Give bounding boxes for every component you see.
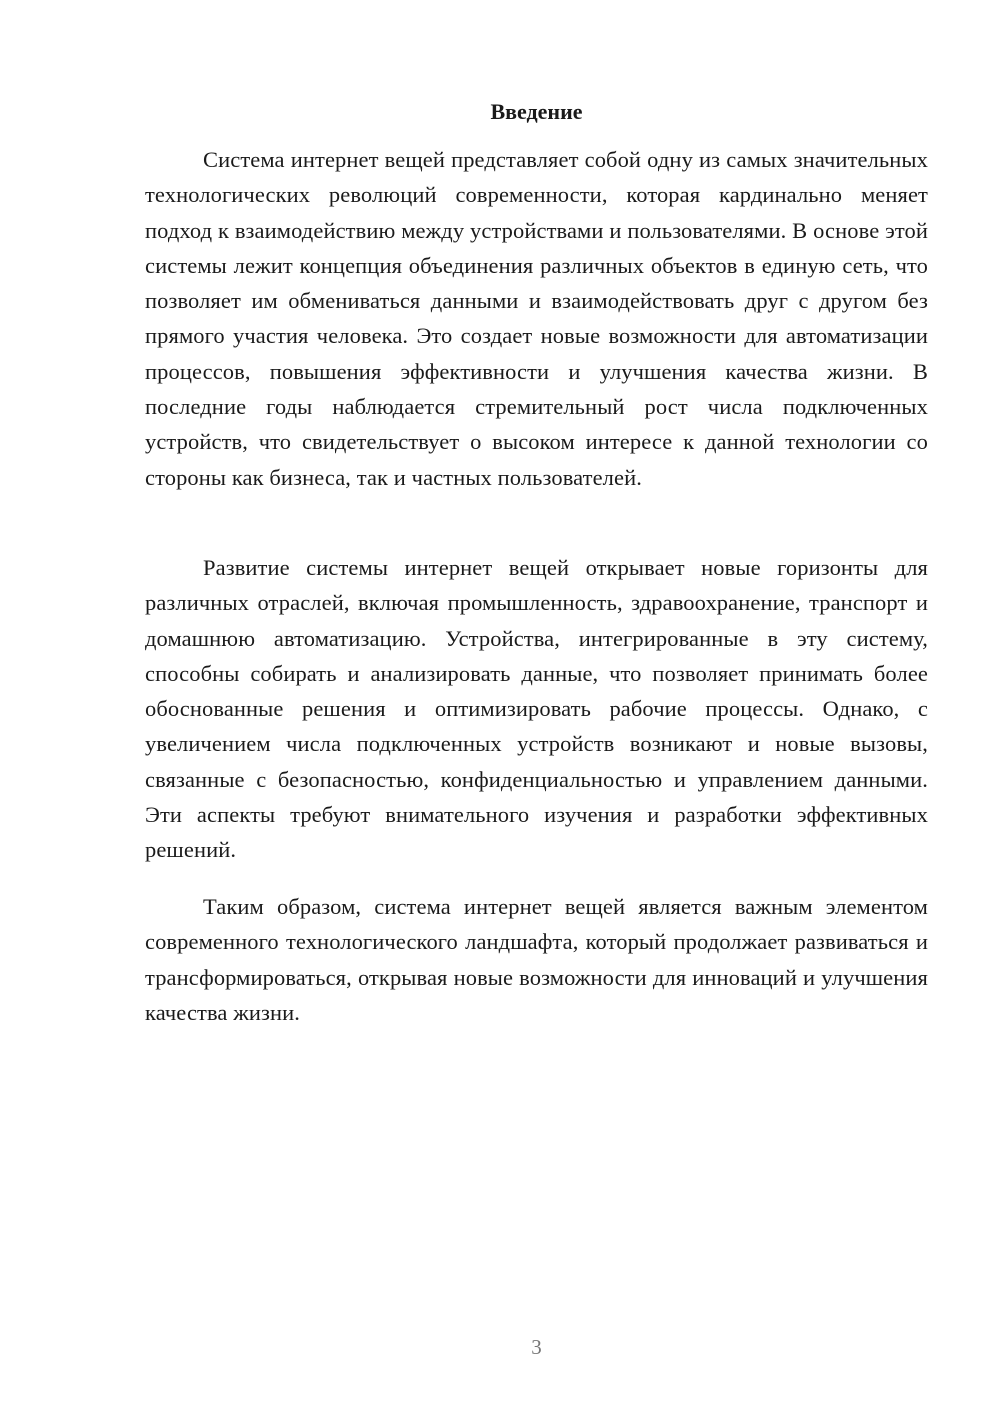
page-number: 3 <box>531 1335 542 1359</box>
paragraph-2: Развитие системы интернет вещей открывает новые горизонты для различных отраслей, включая промышленность, здравоохранение, транспорт и домашнюю автоматизацию. Устройства, интегрированные в эту систему, способны собирать и анализировать данные, что позволяет принимать более обоснованные решения и оптимизировать рабочие процессы. Однако, с увеличением числа подключенных устройств возникают и новые вызовы, связанные с безопасностью, конфиденциальностью и управлением данными. Эти аспекты требуют внимательного изучения и разработки эффективных решений. <box>145 555 928 863</box>
section-heading: Введение <box>490 99 583 124</box>
paragraph-1: Система интернет вещей представляет собой одну из самых значительных технологических революций современности, которая кардинально меняет подход к взаимодействию между устройствами и пользователями. В основе этой системы лежит концепция объединения различных объектов в единую сеть, что позволяет им обмениваться данными и взаимодействовать друг с другом без прямого участия человека. Это создает новые возможности для автоматизации процессов, повышения эффективности и улучшения качества жизни. В последние годы наблюдается стремительный рост числа подключенных устройств, что свидетельствует о высоком интересе к данной технологии со стороны как бизнеса, так и частных пользователей. <box>145 147 928 490</box>
document-page <box>145 0 928 1414</box>
paragraph-3: Таким образом, система интернет вещей является важным элементом современного технологического ландшафта, который продолжает развиваться и трансформироваться, открывая новые возможности для инноваций и улучшения качества жизни. <box>145 894 928 1025</box>
